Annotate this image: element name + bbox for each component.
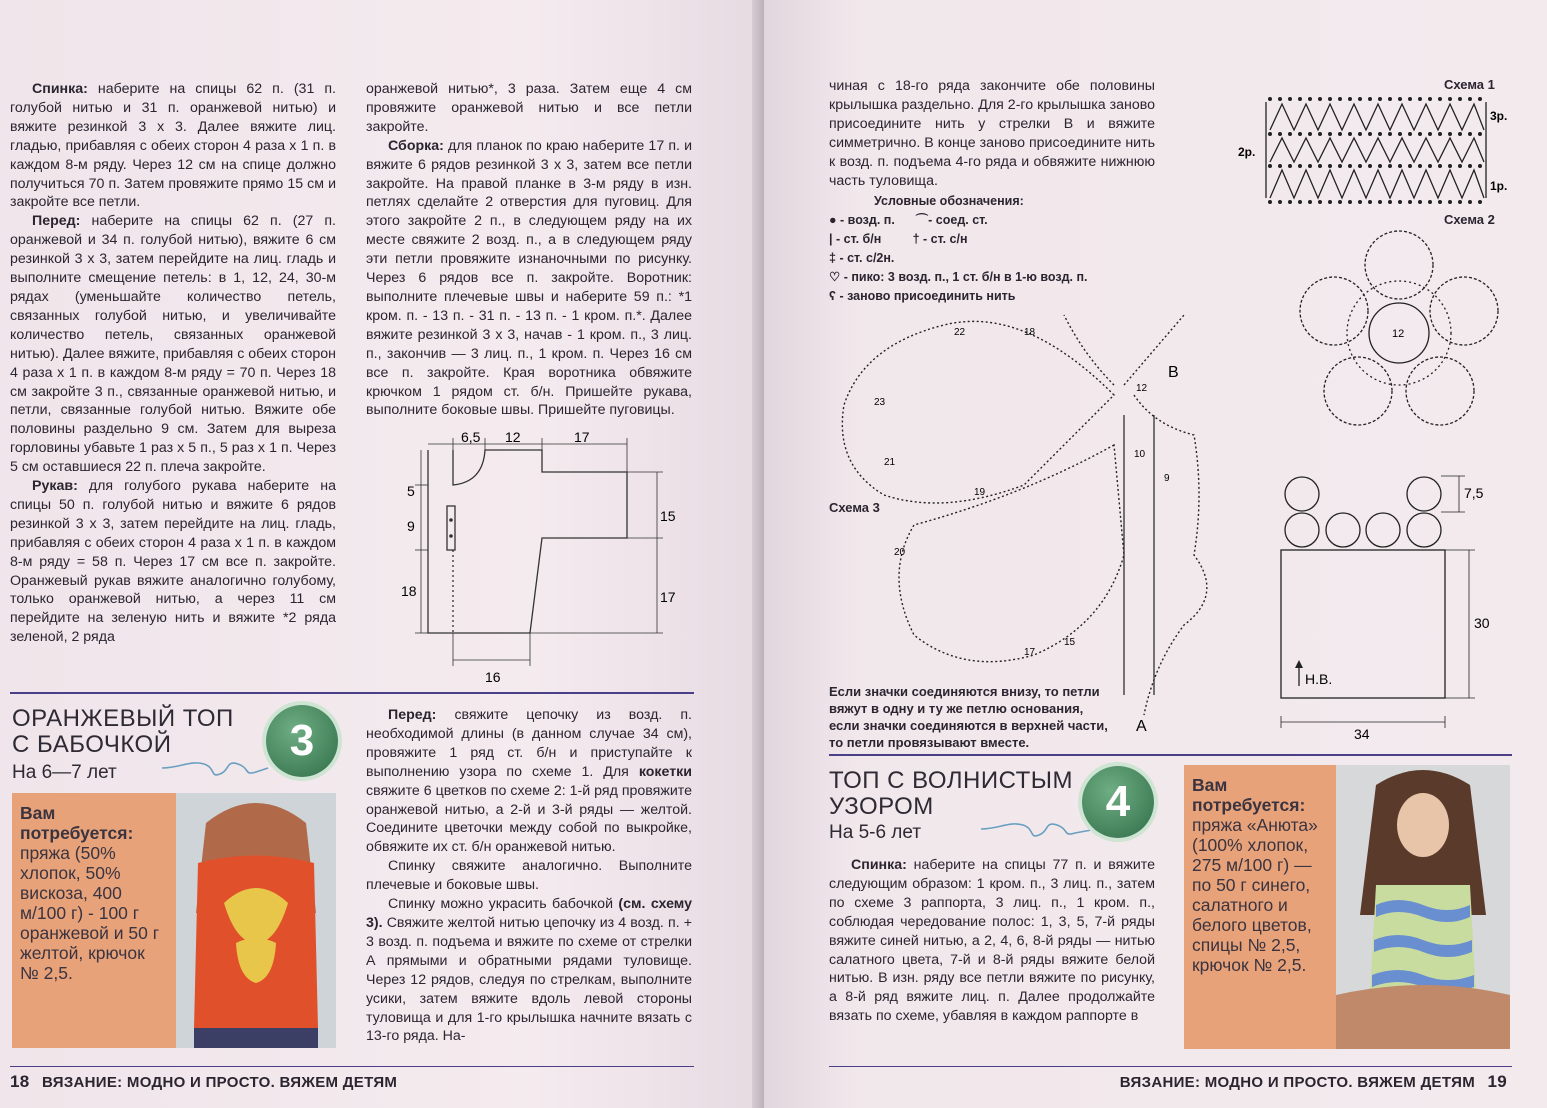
section3-title: ОРАНЖЕВЫЙ ТОП С БАБОЧКОЙ <box>12 705 234 758</box>
scheme-1-row2: 2р. <box>1238 145 1256 159</box>
footer-rule-right <box>829 1066 1512 1067</box>
picot-icon: ♡ <box>829 270 841 284</box>
row-number: 15 <box>1064 637 1076 648</box>
footer-rule-left <box>10 1066 694 1067</box>
assembly-text: для планок по краю наберите 17 п. и вяжите 6 рядов резинкой 3 х 3, затем все петли закройте. На правой планке в 3-м ряду в изн. петлях сделайте 2 отверстия для пуговиц. Для этого закройте 2 п., в следующем ряду на их месте свяжите 2 возд. п., а в следующем ряду эти петли провяжите изнаночными по рисунку. Через 6 рядов все п. закройте. Воротник: выполните плечевые швы и наберите 59 п.: *1 кром. п. - 13 п. - 31 п. - 13 п. - 1 кром. п.*. Далее вяжите резинкой 3 х 3, начав - 1 кром. п., 3 лиц. п., закончив — 3 лиц. п., 1 кром. п. Через 16 см все п. закройте. Края воротника обвяжите крючком 1 рядом ст. б/н. Пришейте рукава, выполните боковые швы. Пришейте пуговицы. <box>366 137 692 419</box>
continued-text: оранжевой нитью*, 3 раза. Затем еще 4 см провяжите оранжевой нитью и все петли закройте. <box>366 81 692 135</box>
scheme-2-label: Схема 2 <box>1444 212 1495 227</box>
dim-right-1: 15 <box>660 508 676 524</box>
legend: Условные обозначения: ● - возд. п. ⌒- соед. ст. | - ст. б/н † - ст. с/н ‡ - ст. с/2н. ♡ - пико: 3 возд. п., 1 ст. б/н в 1-ю возд. п. ʕ - заново присоединить нить <box>829 192 1169 306</box>
row-number: 21 <box>884 457 896 468</box>
scheme-3-butterfly-diagram <box>824 295 1254 735</box>
yarn-swirl-icon <box>160 752 270 782</box>
girl-wavy-top-photo <box>1336 765 1510 1049</box>
right-continued-text: чиная с 18-го ряда закончите обе половины крылышка раздельно. Для 2-го крылышка заново присоедините нить у стрелки В и вяжите симметрично. В конце заново присоедините нить к возд. п. подъема 4-го ряда и обвяжите нижнюю часть туловища. <box>829 78 1156 189</box>
assembly-label: Сборка: <box>388 137 444 154</box>
left-column-1 <box>10 80 336 647</box>
page-number-left: 18 <box>10 1072 30 1091</box>
legend-title: Условные обозначения: <box>874 194 1024 208</box>
row-number: 10 <box>1134 449 1146 460</box>
section3-age: На 6—7 лет <box>12 762 117 783</box>
left-footer <box>10 1072 397 1092</box>
scheme-1-diagram <box>1234 90 1508 210</box>
dim-top-1: 6,5 <box>461 429 481 445</box>
scheme-1-label: Схема 1 <box>1444 77 1495 92</box>
treble-crochet-icon: ‡ <box>829 251 836 265</box>
sleeve-text: для голубого рукава наберите на спицы 50 п. голубой нитью и вяжите 6 рядов резинкой 3 х 3, затем перейдите на лиц. гладь, прибавляя с обеих сторон 4 раза х 1 п. в каждом 8-м ряду = 58 п. Через 17 см все п. закройте. Оранжевый рукав вяжите аналогично голубому, только оранжевой нитью, а через 11 см перейдите на зеленую нить и вяжите *2 ряда зеленой, 2 ряда <box>10 478 336 646</box>
row-number: 17 <box>1024 647 1036 658</box>
scheme-2-flower-diagram <box>1284 225 1514 445</box>
scheme-1-row1: 1р. <box>1490 179 1508 193</box>
section-divider-right <box>829 754 1512 756</box>
dim-left-1: 5 <box>407 483 415 499</box>
magazine-title-right: ВЯЗАНИЕ: МОДНО И ПРОСТО. ВЯЖЕМ ДЕТЯМ <box>1119 1074 1476 1091</box>
dim-right-2: 17 <box>660 589 676 605</box>
chain-icon: ● <box>829 213 837 227</box>
row-number: 18 <box>1024 327 1036 338</box>
double-crochet-icon: † <box>912 232 920 246</box>
top-dim-2: 30 <box>1474 615 1490 631</box>
section4-age: На 5-6 лет <box>829 822 922 843</box>
scheme-3-arrow-a: А <box>1136 718 1147 735</box>
front-label: Перед: <box>32 213 81 230</box>
stitch-note: Если значки соединяются внизу, то петли вяжут в одну и ту же петлю основания, если значки соединяются в верхней части, то петли провязывают вместе. <box>829 684 1108 750</box>
section-divider-left <box>10 692 694 694</box>
slip-stitch-icon: ⌒ <box>915 213 929 227</box>
dim-top-3: 17 <box>574 429 590 445</box>
section4-title: ТОП С ВОЛНИСТЫМ УЗОРОМ <box>829 767 1074 820</box>
dim-left-2: 9 <box>407 518 415 534</box>
section3-materials-box <box>12 793 176 1048</box>
row-number: 22 <box>954 327 966 338</box>
top-dim-1: 7,5 <box>1464 485 1484 501</box>
materials-text-4: пряжа «Анюта» (100% хлопок, 275 м/100 г) — по 50 г синего, салатного и белого цветов, спицы № 2,5, крючок № 2,5. <box>1192 815 1318 975</box>
scheme-3-label: Схема 3 <box>829 500 880 515</box>
section4-text: Спинка: наберите на спицы 77 п. и вяжите следующим образом: 1 кром. п., 3 лиц. п., затем по схеме 3 раппорта, 3 лиц. п., 1 кром. п., соблюдая чередование полос: 1, 3, 5, 7-й ряды вяжите синей нитью, а 2, 4, 6, 8-й ряды — нитью салатного цвета, 7-й и 8-й ряды вяжите белой нитью. В изн. ряду все петли вяжите по рисунку, а 8-й ряд вяжите лиц. п. Далее продолжайте вязать по схеме, убавляя в каждом раппорте в <box>829 857 1155 1025</box>
back-label: Спинка: <box>32 81 88 97</box>
cardigan-pattern-diagram <box>395 428 695 690</box>
left-column-3: Перед: свяжите цепочку из возд. п. необходимой длины (в данном случае 34 см), провяжите 1 ряд ст. б/н и приступайте к выполнению узора по схеме 1. Для кокетки свяжите 6 цветков по схеме 2: 1-й ряд провяжите оранжевой нитью, а 2-й и 3-й ряды — желтой. Соедините цветочки между собой по выкройке, обвяжите их ст. б/н оранжевой нитью. Спинку свяжите аналогично. Выполните плечевые и боковые швы. Спинку можно украсить бабочкой (см. схему 3). Свяжите желтой нитью цепочку из 4 возд. п. + 3 возд. п. подъема и вяжите по схеме от стрелки А прямыми и обратными рядами туловище. Через 12 рядов, следуя по стрелкам, выполните усики, затем вяжите вдоль левой стороны туловища и для 1-го крылышка начните вязать с 13-го ряда. На- <box>366 707 692 1045</box>
sleeve-label: Рукав: <box>32 478 78 495</box>
front-label-3: Перед: <box>388 707 437 723</box>
section4-materials-box <box>1184 765 1336 1049</box>
grain-line-label: Н.В. <box>1305 671 1333 687</box>
rejoin-yarn-icon: ʕ <box>829 289 836 303</box>
materials-label-4: Вам потребуется: <box>1192 775 1306 815</box>
page-number-right: 19 <box>1487 1072 1507 1091</box>
dim-bottom: 16 <box>485 669 501 685</box>
orange-top-photo <box>176 793 336 1048</box>
dim-left-3: 18 <box>401 583 417 599</box>
top-dim-3: 34 <box>1354 726 1370 742</box>
single-crochet-icon: | <box>829 232 833 246</box>
scheme-1-row3: 3р. <box>1490 109 1508 123</box>
scheme-2-center: 12 <box>1392 328 1405 340</box>
materials-label: Вам потребуется: <box>20 803 134 843</box>
back-label-4: Спинка: <box>851 857 907 873</box>
row-number: 23 <box>874 397 886 408</box>
materials-text: пряжа (50% хлопок, 50% вискоза, 400 м/100 г) - 100 г оранжевой и 50 г желтой, крючок № 2,5. <box>20 843 160 983</box>
back-text: наберите на спицы 62 п. (31 п. голубой нитью и 31 п. оранжевой нитью) и вяжите резинкой 3 х 3. Далее вяжите лиц. гладью, прибавляя с обеих сторон 4 раза х 1 п. в каждом 8-м ряду. Через 12 см на спице должно получиться 70 п. Затем провяжите прямо 15 см и закройте все петли. <box>10 81 336 211</box>
yarn-swirl-icon <box>979 815 1099 845</box>
back-text-3: Спинку свяжите аналогично. Выполните плечевые и боковые швы. <box>366 858 692 894</box>
row-number: 12 <box>1136 383 1148 394</box>
dim-top-2: 12 <box>505 429 521 445</box>
top-pattern-diagram <box>1269 472 1529 742</box>
front-text: наберите на спицы 62 п. (27 п. оранжевой и 34 п. голубой нитью), вяжите 6 см резинкой 3 х 3, затем перейдите на лиц. гладь и выполните смещение петель: в 1, 12, 24, 30-м рядах (уменьшайте количество петель, связанных голубой нитью, и увеличивайте количество петель, связанных оранжевой нитью). Далее вяжите, прибавляя с обеих сторон 4 раза х 1 п. в каждом 8-м ряду = 70 п. Через 18 см закройте 3 п., связанные оранжевой нитью, и петли, связанные голубой нитью. Вяжите обе половины раздельно 9 см. Затем для выреза горловины убавьте 1 раз х 5 п., 5 раз х 1 п. Через 5 см оставшиеся 22 п. плеча закройте. <box>10 213 336 476</box>
left-column-2 <box>366 80 692 420</box>
row-number: 20 <box>894 547 906 558</box>
left-page <box>0 0 760 1108</box>
row-number: 19 <box>974 487 986 498</box>
right-page <box>764 0 1547 1108</box>
row-number: 9 <box>1164 473 1170 484</box>
magazine-title-left: ВЯЗАНИЕ: МОДНО И ПРОСТО. ВЯЖЕМ ДЕТЯМ <box>41 1074 398 1091</box>
section4-number-badge: 4 <box>1082 766 1154 838</box>
scheme-3-arrow-b: В <box>1168 364 1179 381</box>
section3-number-badge: 3 <box>266 705 338 777</box>
right-footer <box>1120 1072 1507 1092</box>
